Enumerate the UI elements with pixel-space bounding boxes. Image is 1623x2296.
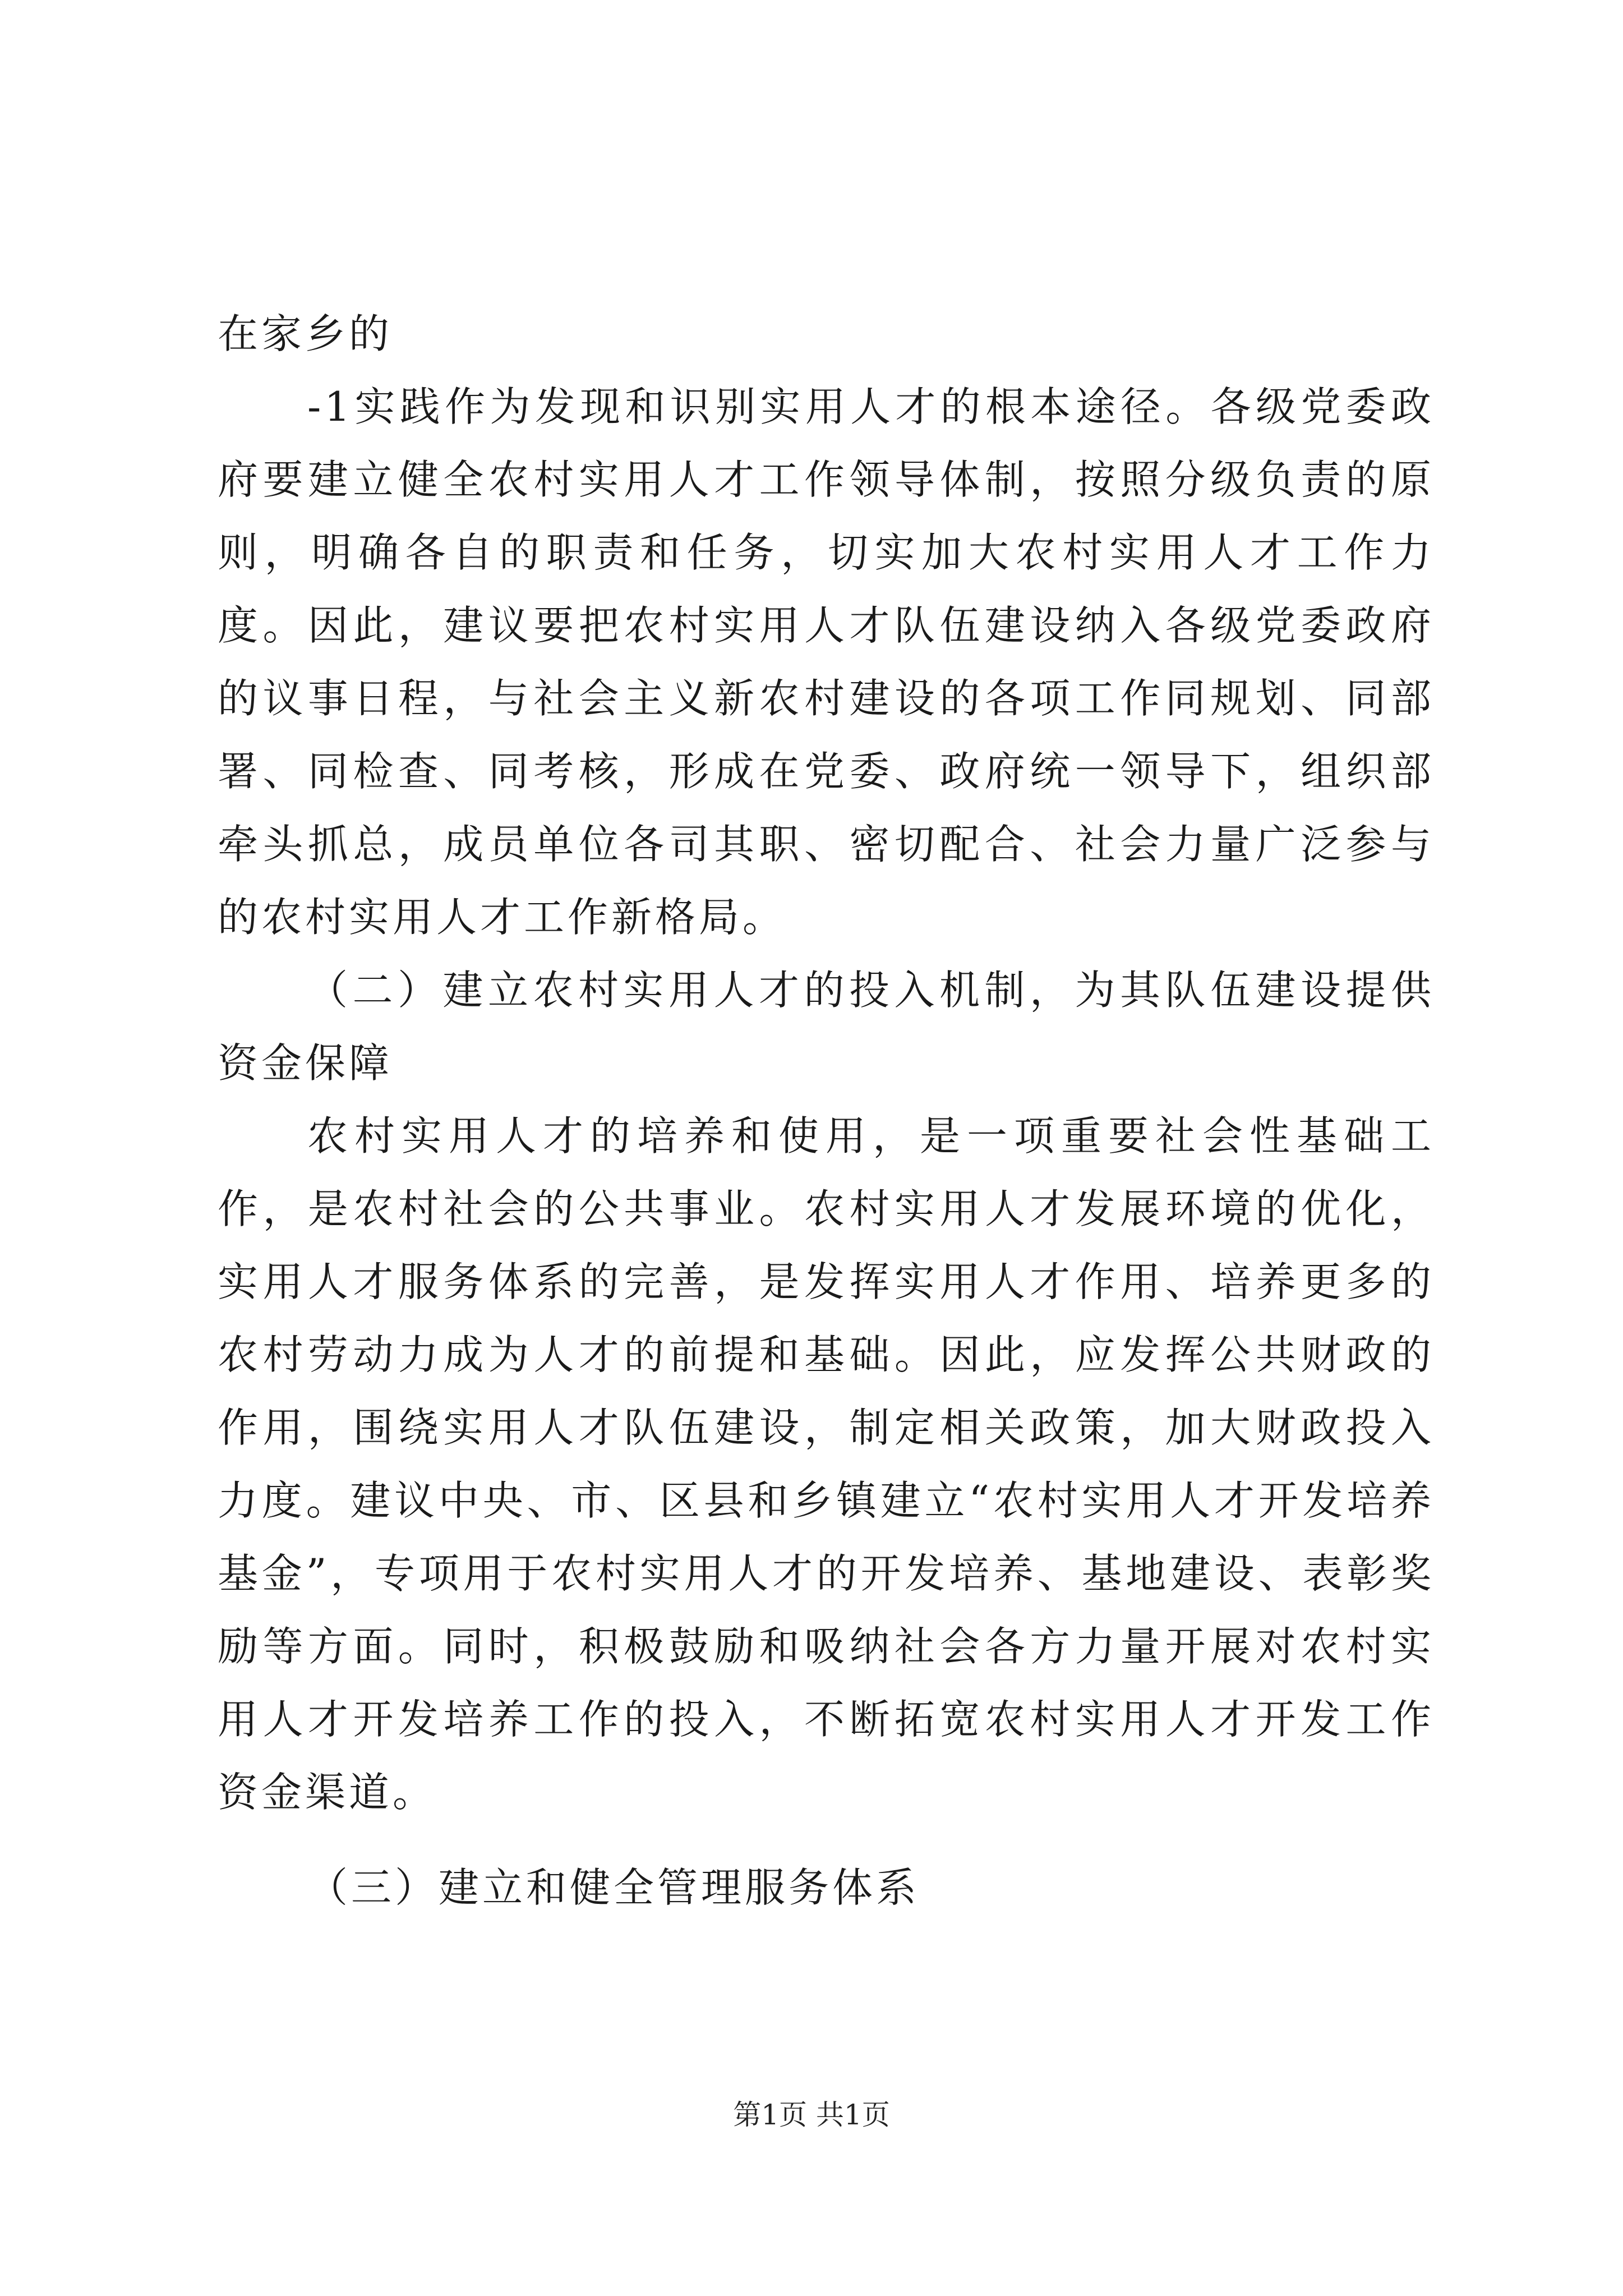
section-heading-investment: （二）建立农村实用人才的投入机制，为其队伍建设提供资金保障 xyxy=(218,967,1435,1087)
paragraph-opening-fragment: 在家乡的 xyxy=(218,310,393,357)
document-body xyxy=(218,297,1435,1924)
page-number-footer: 第1页 共1页 xyxy=(733,2099,890,2131)
section-heading-management: （三）建立和健全管理服务体系 xyxy=(307,1864,920,1911)
paragraph-investment-mechanism: 农村实用人才的培养和使用，是一项重要社会性基础工作，是农村社会的公共事业。农村实用人才发展环境的优化，实用人才服务体系的完善，是发挥实用人才作用、培养更多的农村劳动力成为人才的前提和基础。因此，应发挥公共财政的作用，围绕实用人才队伍建设，制定相关政策，加大财政投入力度。建议中央、市、区县和乡镇建立“农村实用人才开发培养基金”，专项用于农村实用人才的开发培养、基地建设、表彰奖励等方面。同时，积极鼓励和吸纳社会各方力量开展对农村实用人才开发培养工作的投入，不断拓宽农村实用人才开发工作资金渠道。 xyxy=(218,1112,1435,1816)
paragraph-leadership-system: -1实践作为发现和识别实用人才的根本途径。各级党委政府要建立健全农村实用人才工作领导体制，按照分级负责的原则，明确各自的职责和任务，切实加大农村实用人才工作力度。因此，建议要把农村实用人才队伍建设纳入各级党委政府的议事日程，与社会主义新农村建设的各项工作同规划、同部署、同检查、同考核，形成在党委、政府统一领导下，组织部牵头抓总，成员单位各司其职、密切配合、社会力量广泛参与的农村实用人才工作新格局。 xyxy=(218,383,1435,941)
